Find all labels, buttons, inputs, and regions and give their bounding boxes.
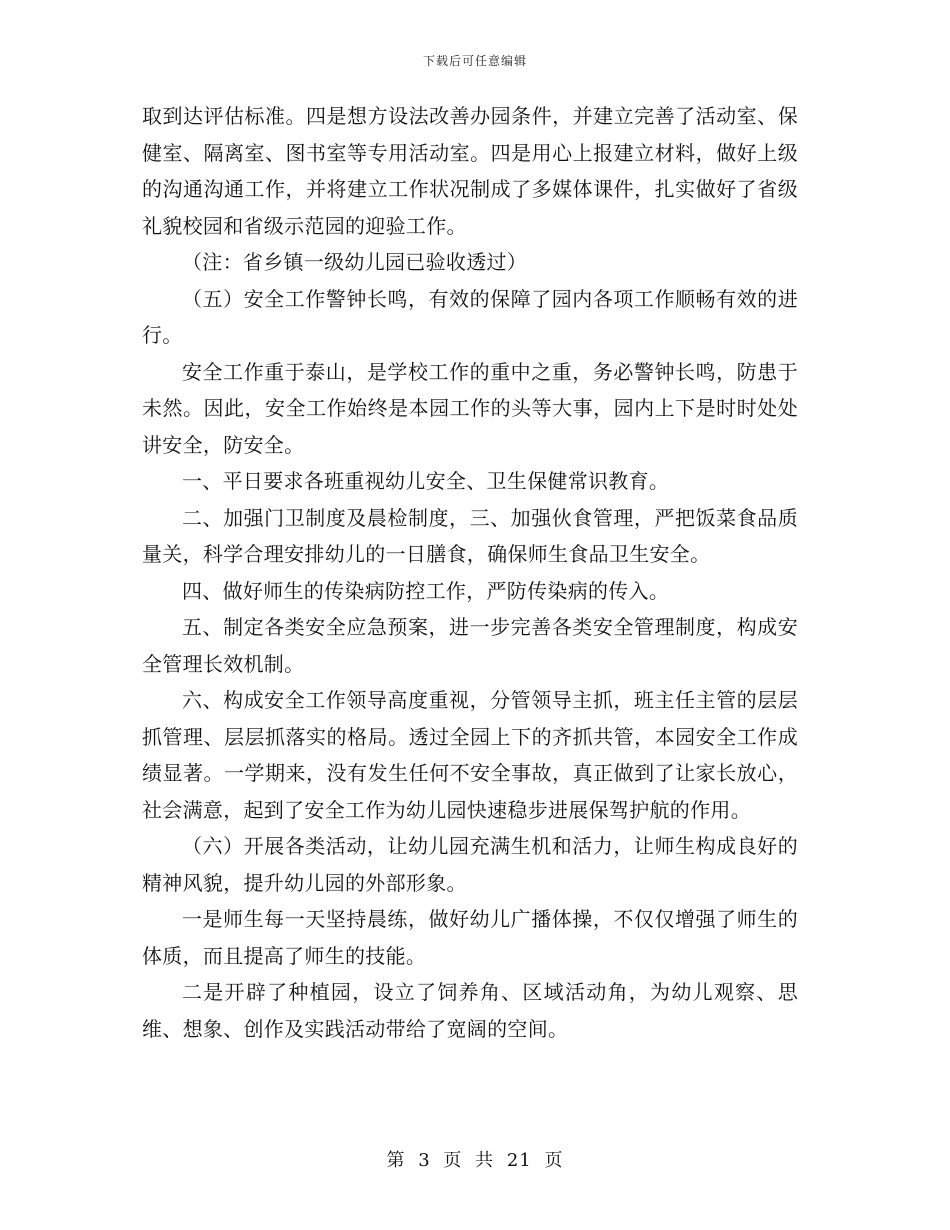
paragraph-12: 二是开辟了种植园，设立了饲养角、区域活动角，为幼儿观察、思维、想象、创作及实践活动带给了宽阔的空间。 [142, 980, 798, 1041]
page-header: 下载后可任意编辑 [422, 54, 527, 68]
paragraph-3: （五）安全工作警钟长鸣，有效的保障了园内各项工作顺畅有效的进行。 [142, 286, 798, 347]
paragraph-5: 一、平日要求各班重视幼儿安全、卫生保健常识教育。 [182, 469, 670, 493]
page-footer: 第 3 页 共 21 页 [386, 1150, 564, 1171]
paragraph-6: 二、加强门卫制度及晨检制度，三、加强伙食管理，严把饭菜食品质量关，科学合理安排幼儿的一日膳食，确保师生食品卫生安全。 [142, 505, 798, 566]
paragraph-8: 五、制定各类安全应急预案，进一步完善各类安全管理制度，构成安全管理长效机制。 [142, 615, 798, 676]
paragraph-7: 四、做好师生的传染病防控工作，严防传染病的传入。 [182, 578, 670, 603]
paragraph-1: 取到达评估标准。四是想方设法改善办园条件，并建立完善了活动室、保健室、隔离室、图书室等专用活动室。四是用心上报建立材料，做好上级的沟通沟通工作，并将建立工作状况制成了多媒体课件，扎实做好了省级礼貌校园和省级示范园的迎验工作。 [142, 104, 798, 238]
paragraph-2: （注：省乡镇一级幼儿园已验收透过） [182, 250, 528, 274]
paragraph-9: 六、构成安全工作领导高度重视，分管领导主抓，班主任主管的层层抓管理、层层抓落实的格局。透过全园上下的齐抓共管，本园安全工作成绩显著。一学期来，没有发生任何不安全事故，真正做到了让家长放心，社会满意，起到了安全工作为幼儿园快速稳步进展保驾护航的作用。 [142, 688, 798, 822]
paragraph-10: （六）开展各类活动，让幼儿园充满生机和活力，让师生构成良好的精神风貌，提升幼儿园的外部形象。 [142, 834, 798, 895]
paragraph-11: 一是师生每一天坚持晨练，做好幼儿广播体操，不仅仅增强了师生的体质，而且提高了师生的技能。 [142, 907, 798, 968]
document-body [142, 98, 798, 1047]
paragraph-4: 安全工作重于泰山，是学校工作的重中之重，务必警钟长鸣，防患于未然。因此，安全工作始终是本园工作的头等大事，园内上下是时时处处讲安全，防安全。 [142, 359, 798, 457]
